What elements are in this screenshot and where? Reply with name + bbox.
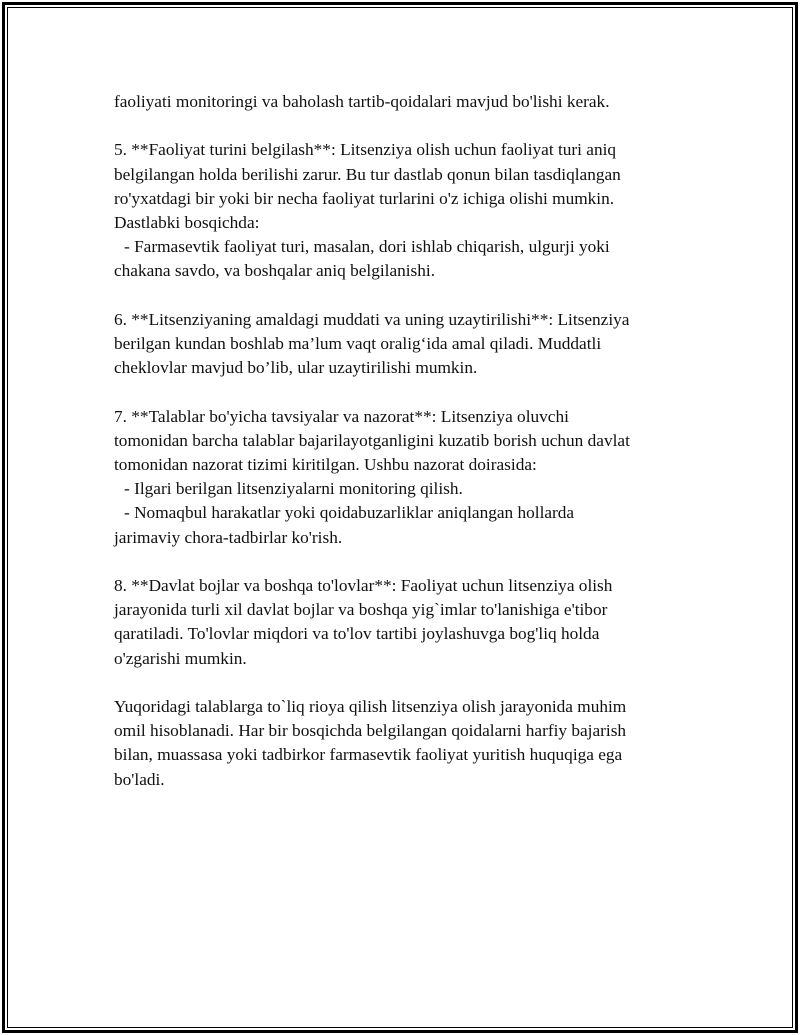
paragraph-item-7 — [114, 405, 674, 550]
text-line: chakana savdo, va boshqalar aniq belgilanishi. — [114, 261, 436, 281]
text-line: jarayonida turli xil davlat bojlar va boshqa yig`imlar to'lanishiga e'tibor — [114, 600, 608, 620]
text-line: belgilangan holda berilishi zarur. Bu tur dastlab qonun bilan tasdiqlangan — [114, 164, 621, 184]
paragraph-intro — [114, 90, 674, 114]
text-line: qaratiladi. To'lovlar miqdori va to'lov tartibi joylashuvga bog'liq holda — [114, 624, 600, 644]
text-line: 6. **Litsenziyaning amaldagi muddati va uning uzaytirilishi**: Litsenziya — [114, 309, 630, 329]
bullet-line: - Farmasevtik faoliyat turi, masalan, dori ishlab chiqarish, ulgurji yoki — [124, 237, 610, 257]
text-line: 5. **Faoliyat turini belgilash**: Litsenziya olish uchun faoliyat turi aniq — [114, 140, 617, 160]
text-line: berilgan kundan boshlab ma’lum vaqt oralig‘ida amal qiladi. Muddatli — [114, 334, 602, 353]
document-body — [114, 90, 674, 816]
text-line: tomonidan nazorat tizimi kiritilgan. Ushbu nazorat doirasida: — [114, 455, 537, 474]
paragraph-item-8 — [114, 574, 674, 671]
text-line: bo'ladi. — [114, 769, 165, 789]
paragraph-conclusion — [114, 695, 674, 792]
text-line: ro'yxatdagi bir yoki bir necha faoliyat turlarini o'z ichiga olishi mumkin. — [114, 188, 615, 208]
text-line: 7. **Talablar bo'yicha tavsiyalar va nazorat**: Litsenziya oluvchi — [114, 406, 569, 426]
text-line: faoliyati monitoringi va baholash tartib-qoidalari mavjud bo'lishi kerak. — [114, 92, 610, 111]
text-line: jarimaviy chora-tadbirlar ko'rish. — [114, 527, 343, 547]
bullet-line: - Ilgari berilgan litsenziyalarni monitoring qilish. — [124, 479, 463, 499]
bullet-line: - Nomaqbul harakatlar yoki qoidabuzarliklar aniqlangan hollarda — [124, 503, 575, 523]
paragraph-item-5 — [114, 138, 674, 283]
text-line: 8. **Davlat bojlar va boshqa to'lovlar**: Faoliyat uchun litsenziya olish — [114, 576, 613, 595]
text-line: cheklovlar mavjud bo’lib, ular uzaytirilishi mumkin. — [114, 358, 478, 378]
paragraph-item-6 — [114, 308, 674, 381]
text-line: omil hisoblanadi. Har bir bosqichda belgilangan qoidalarni harfiy bajarish — [114, 721, 627, 741]
text-line: o'zgarishi mumkin. — [114, 648, 247, 668]
text-line: Dastlabki bosqichda: — [114, 213, 260, 232]
text-line: tomonidan barcha talablar bajarilayotganligini kuzatib borish uchun davlat — [114, 430, 630, 450]
text-line: bilan, muassasa yoki tadbirkor farmasevtik faoliyat yuritish huquqiga ega — [114, 745, 623, 765]
text-line: Yuqoridagi talablarga to`liq rioya qilish litsenziya olish jarayonida muhim — [114, 697, 627, 716]
